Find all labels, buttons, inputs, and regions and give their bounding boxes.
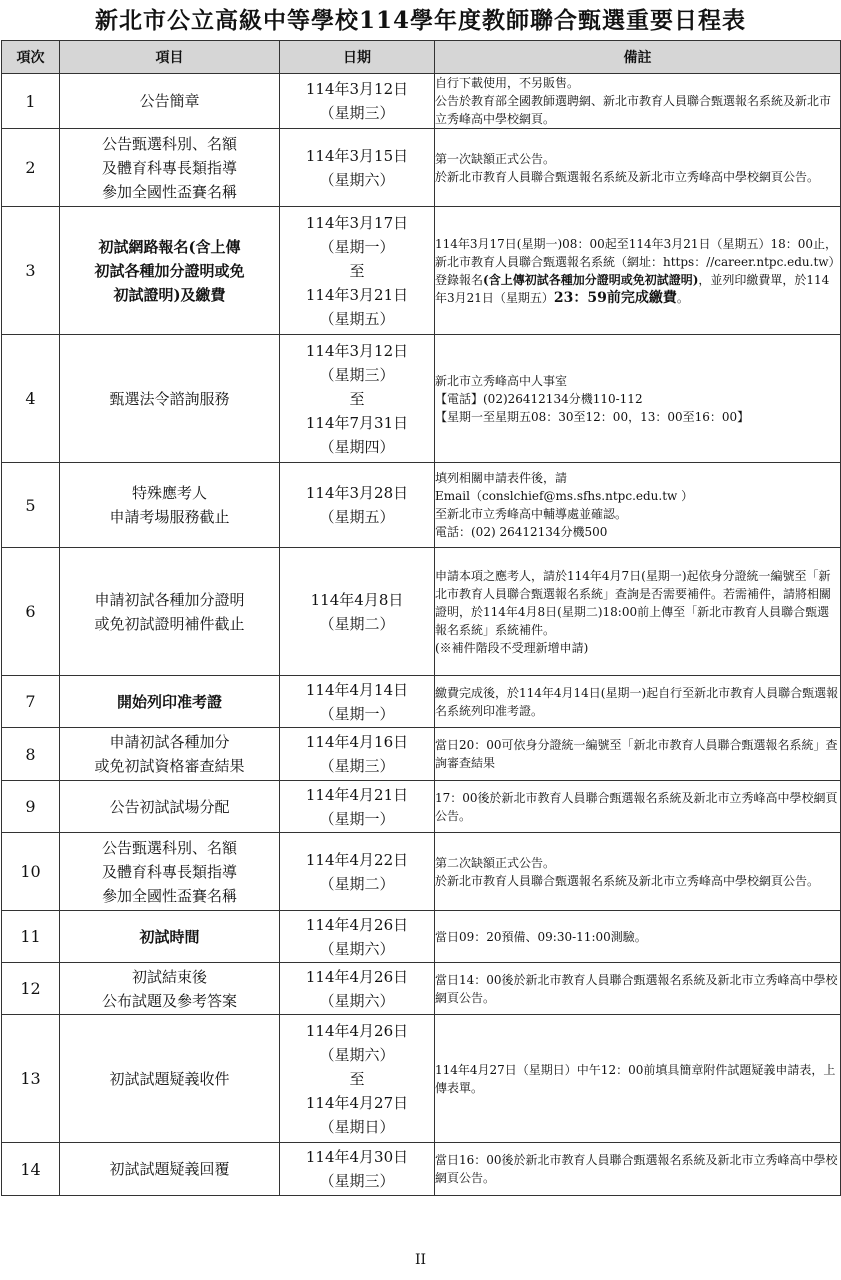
note-text: 114年3月17日(星期一)08：00起至114年3月21日（星期五）18：00止，新北市教育人員聯合甄選報名系統（網址：https：//career.ntpc.edu.tw）登錄報名 — [435, 236, 838, 287]
note-line: 第一次缺額正式公告。 — [435, 151, 556, 166]
row-number: 2 — [2, 129, 60, 207]
date-line: （星期二） — [319, 614, 395, 633]
schedule-table — [1, 40, 841, 1196]
row-date — [280, 728, 435, 781]
row-date — [280, 463, 435, 548]
row-date — [280, 207, 435, 335]
table-row — [2, 963, 841, 1015]
note-line: 第二次缺額正式公告。 — [435, 855, 556, 870]
table-row — [2, 74, 841, 129]
row-number: 13 — [2, 1015, 60, 1143]
note-line: 【電話】(02)26412134分機110-112 — [435, 391, 643, 406]
row-number: 7 — [2, 676, 60, 728]
date-line: （星期六） — [319, 991, 395, 1010]
row-date — [280, 676, 435, 728]
row-date — [280, 335, 435, 463]
row-number: 14 — [2, 1143, 60, 1196]
note-line: 當日14：00後於新北市教育人員聯合甄選報名系統及新北市立秀峰高中學校網頁公告。 — [435, 972, 838, 1005]
item-line: 公告甄選科別、名額 — [101, 134, 237, 153]
note-line: Email（conslchief@ms.sfhs.ntpc.edu.tw ） — [435, 489, 694, 503]
row-note — [435, 1015, 841, 1143]
header-date: 日期 — [280, 41, 435, 74]
row-number: 6 — [2, 548, 60, 676]
date-line: （星期六） — [319, 939, 395, 958]
row-note — [435, 911, 841, 963]
date-line: 114年3月17日 — [305, 213, 409, 232]
date-line: 114年3月21日 — [305, 285, 409, 304]
date-line: （星期二） — [319, 874, 395, 893]
date-line: （星期三） — [319, 1172, 395, 1190]
row-item — [60, 1143, 280, 1196]
note-line: 當日20：00可依身分證統一編號至「新北市教育人員聯合甄選報名系統」查詢審查結果 — [435, 738, 838, 770]
note-line: 繳費完成後，於114年4月14日(星期一)起自行至新北市教育人員聯合甄選報名系統列印准考證。 — [435, 685, 839, 718]
page-number: II — [414, 1252, 427, 1268]
date-line: （星期一） — [319, 809, 395, 828]
row-date — [280, 833, 435, 911]
date-line: 至 — [349, 261, 365, 280]
date-line: 至 — [349, 389, 365, 408]
note-line: 114年4月27日（星期日）中午12：00前填具簡章附件試題疑義申請表，上傳表單。 — [435, 1062, 836, 1095]
table-row — [2, 728, 841, 781]
note-line: 填列相關申請表件後，請 — [435, 471, 568, 485]
item-line: 或免初試證明補件截止 — [94, 614, 245, 633]
table-row — [2, 207, 841, 335]
date-line: 114年4月14日 — [305, 680, 409, 699]
date-line: 114年4月26日 — [305, 1021, 409, 1040]
date-line: （星期一） — [319, 237, 395, 256]
date-line: 114年7月31日 — [305, 413, 409, 432]
item-line: 初試結束後 — [131, 967, 207, 986]
date-line: 114年4月30日 — [305, 1148, 409, 1166]
note-line: 電話：(02) 26412134分機500 — [435, 525, 608, 539]
date-line: 114年4月26日 — [305, 967, 409, 986]
item-line: 特殊應考人 — [131, 484, 207, 502]
item-line: 及體育科專長類指導 — [101, 862, 237, 881]
row-item — [60, 728, 280, 781]
date-line: 114年3月12日 — [305, 80, 409, 98]
date-line: 114年3月12日 — [305, 341, 409, 360]
row-note — [435, 676, 841, 728]
row-note — [435, 335, 841, 463]
item-line: 初試試題疑義回覆 — [109, 1160, 230, 1178]
table-row — [2, 129, 841, 207]
table-row — [2, 911, 841, 963]
date-line: 至 — [349, 1069, 365, 1088]
date-line: （星期六） — [319, 1045, 395, 1064]
row-date — [280, 1143, 435, 1196]
item-line: 公告甄選科別、名額 — [101, 838, 237, 857]
row-number: 4 — [2, 335, 60, 463]
note-bold-text: (含上傳初試各種加分證明或免初試證明) — [483, 272, 699, 287]
date-line: 114年3月15日 — [305, 146, 409, 165]
row-item — [60, 911, 280, 963]
header-no: 項次 — [2, 41, 60, 74]
table-row — [2, 1015, 841, 1143]
row-date — [280, 963, 435, 1015]
note-line: 自行下載使用，不另販售。 — [435, 76, 580, 90]
item-line: 公告簡章 — [139, 92, 200, 110]
date-line: （星期一） — [319, 704, 395, 723]
date-line: （星期四） — [319, 437, 395, 456]
row-date — [280, 1015, 435, 1143]
date-line: （星期六） — [319, 170, 395, 189]
row-note — [435, 963, 841, 1015]
row-number: 10 — [2, 833, 60, 911]
row-item — [60, 335, 280, 463]
item-line: 申請初試各種加分 — [109, 733, 230, 751]
row-item — [60, 548, 280, 676]
row-item — [60, 207, 280, 335]
row-date — [280, 911, 435, 963]
item-line: 參加全國性盃賽名稱 — [101, 886, 237, 905]
note-text: ，並列印繳費單，於114年3月21日（星期五） — [435, 272, 830, 305]
note-line: 申請本項之應考人，請於114年4月7日(星期一)起依身分證統一編號至「新北市教育人員聯合甄選報名系統」查詢是否需要補件。若需補件，請將相關證明，於114年4月8日(星期二)18:00前上傳至「新北市教育人員聯合甄選報名系統」系統補件。 — [435, 568, 832, 637]
row-number: 1 — [2, 74, 60, 129]
header-note: 備註 — [435, 41, 841, 74]
row-number: 11 — [2, 911, 60, 963]
row-note — [435, 1143, 841, 1196]
row-note — [435, 781, 841, 833]
row-number: 8 — [2, 728, 60, 781]
row-note — [435, 463, 841, 548]
document-title: 新北市公立高級中等學校114學年度教師聯合甄選重要日程表 — [94, 7, 746, 34]
row-note — [435, 129, 841, 207]
row-date — [280, 129, 435, 207]
item-line: 參加全國性盃賽名稱 — [101, 182, 237, 201]
note-line: 於新北市教育人員聯合甄選報名系統及新北市立秀峰高中學校網頁公告。 — [435, 169, 820, 184]
date-line: （星期五） — [319, 508, 395, 526]
table-row — [2, 548, 841, 676]
row-number: 9 — [2, 781, 60, 833]
item-line: 開始列印准考證 — [116, 692, 222, 711]
row-item — [60, 74, 280, 129]
row-item — [60, 129, 280, 207]
row-note — [435, 548, 841, 676]
note-line: 當日16：00後於新北市教育人員聯合甄選報名系統及新北市立秀峰高中學校網頁公告。 — [435, 1153, 838, 1185]
note-line: 17：00後於新北市教育人員聯合甄選報名系統及新北市立秀峰高中學校網頁公告。 — [435, 790, 838, 823]
item-line: 及體育科專長類指導 — [101, 158, 237, 177]
row-item — [60, 463, 280, 548]
item-line: 或免初試資格審查結果 — [94, 757, 245, 775]
header-row — [2, 41, 841, 74]
item-line: 初試證明)及繳費 — [113, 285, 226, 304]
note-deadline-text: 23：59前完成繳費 — [553, 289, 677, 306]
row-item — [60, 676, 280, 728]
row-item — [60, 781, 280, 833]
note-line: 【星期一至星期五08：30至12：00，13：00至16：00】 — [435, 409, 750, 424]
item-line: 公布試題及參考答案 — [101, 991, 237, 1010]
date-line: 114年4月27日 — [305, 1093, 409, 1112]
date-line: 114年4月16日 — [305, 733, 409, 751]
date-line: 114年4月22日 — [305, 850, 409, 869]
item-line: 申請初試各種加分證明 — [94, 590, 245, 609]
note-line: 新北市立秀峰高中人事室 — [435, 373, 568, 388]
date-line: （星期日） — [319, 1117, 395, 1136]
date-line: 114年4月26日 — [305, 915, 409, 934]
table-row — [2, 463, 841, 548]
item-line: 申請考場服務截止 — [109, 508, 230, 526]
item-line: 甄選法令諮詢服務 — [109, 389, 230, 408]
note-line: 公告於教育部全國教師選聘網、新北市教育人員聯合甄選報名系統及新北市立秀峰高中學校網頁。 — [435, 94, 832, 126]
row-note — [435, 728, 841, 781]
table-row — [2, 781, 841, 833]
row-item — [60, 963, 280, 1015]
note-text: 。 — [676, 290, 689, 305]
row-date — [280, 781, 435, 833]
item-line: 公告初試試場分配 — [109, 797, 230, 816]
date-line: 114年4月21日 — [305, 785, 409, 804]
item-line: 初試網路報名(含上傳 — [98, 237, 241, 256]
note-line: 至新北市立秀峰高中輔導處並確認。 — [435, 507, 628, 521]
header-item: 項目 — [60, 41, 280, 74]
date-line: 114年4月8日 — [310, 590, 404, 609]
row-number: 3 — [2, 207, 60, 335]
table-row — [2, 833, 841, 911]
table-row — [2, 1143, 841, 1196]
date-line: （星期三） — [319, 104, 395, 122]
date-line: （星期三） — [319, 757, 395, 775]
row-date — [280, 74, 435, 129]
row-item — [60, 1015, 280, 1143]
row-note — [435, 207, 841, 335]
date-line: （星期三） — [319, 365, 395, 384]
row-note — [435, 74, 841, 129]
row-number: 12 — [2, 963, 60, 1015]
item-line: 初試試題疑義收件 — [109, 1069, 230, 1088]
item-line: 初試各種加分證明或免 — [94, 261, 245, 280]
row-date — [280, 548, 435, 676]
table-row — [2, 335, 841, 463]
note-line: 當日09：20預備、09:30-11:00測驗。 — [435, 929, 647, 944]
table-row — [2, 676, 841, 728]
note-line: (※補件階段不受理新增申請) — [435, 640, 589, 655]
row-item — [60, 833, 280, 911]
item-line: 初試時間 — [139, 927, 200, 946]
row-number: 5 — [2, 463, 60, 548]
row-note — [435, 833, 841, 911]
note-line: 於新北市教育人員聯合甄選報名系統及新北市立秀峰高中學校網頁公告。 — [435, 873, 820, 888]
date-line: （星期五） — [319, 309, 395, 328]
date-line: 114年3月28日 — [305, 484, 409, 502]
